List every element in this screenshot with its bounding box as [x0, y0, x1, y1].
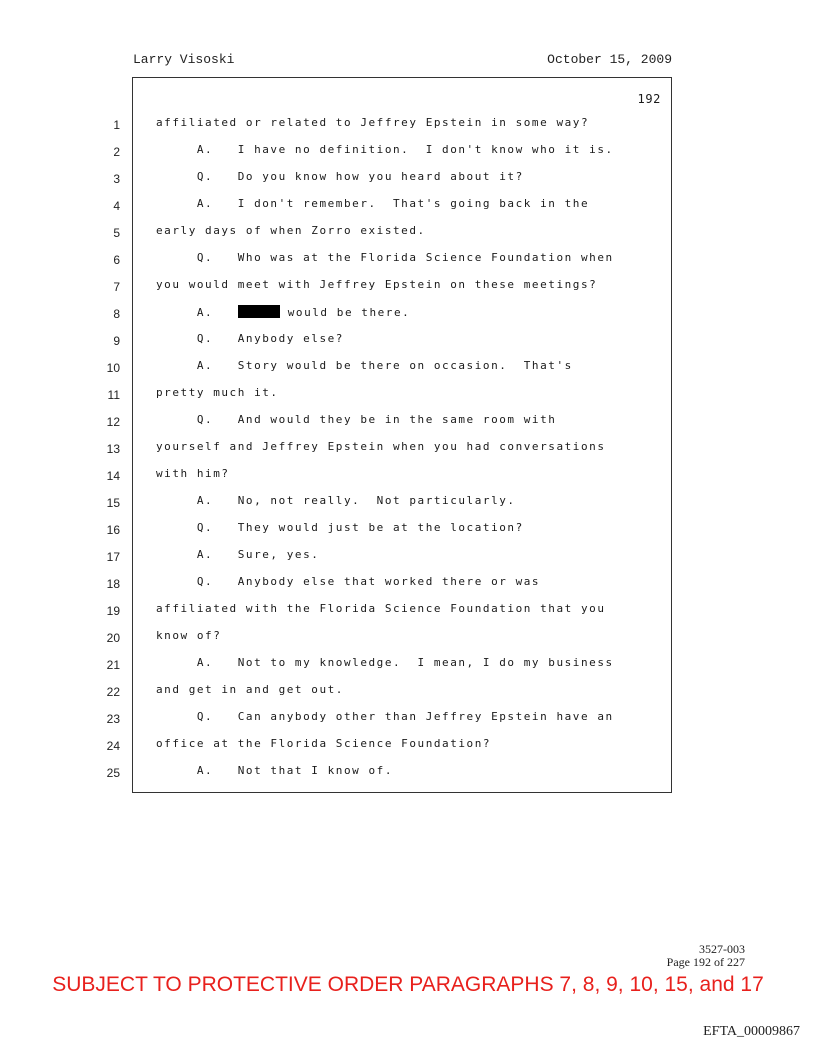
line-number: 2 — [113, 145, 120, 159]
line-prefix: A. — [156, 306, 238, 319]
line-number: 16 — [106, 523, 120, 537]
line-number: 14 — [106, 469, 120, 483]
line-text: Q. Anybody else that worked there or was — [156, 575, 541, 588]
transcript-line — [0, 705, 672, 732]
line-text: office at the Florida Science Foundation? — [156, 737, 492, 750]
line-number: 12 — [106, 415, 120, 429]
line-text: pretty much it. — [156, 386, 279, 399]
line-number: 8 — [113, 307, 120, 321]
transcript-line — [0, 300, 672, 327]
protective-order-notice: SUBJECT TO PROTECTIVE ORDER PARAGRAPHS 7, 8, 9, 10, 15, and 17 — [52, 973, 764, 996]
transcript-line — [0, 435, 672, 462]
transcript-line — [0, 678, 672, 705]
line-text — [156, 305, 410, 319]
deposition-date: October 15, 2009 — [547, 52, 672, 67]
line-text: early days of when Zorro existed. — [156, 224, 426, 237]
line-number: 21 — [106, 658, 120, 672]
transcript-line — [0, 516, 672, 543]
transcript-line — [0, 570, 672, 597]
transcript-line — [0, 192, 672, 219]
line-number: 20 — [106, 631, 120, 645]
line-text: you would meet with Jeffrey Epstein on these meetings? — [156, 278, 598, 291]
line-number: 6 — [113, 253, 120, 267]
line-number: 4 — [113, 199, 120, 213]
transcript-line — [0, 408, 672, 435]
page-of: Page 192 of 227 — [666, 955, 745, 969]
line-number: 19 — [106, 604, 120, 618]
line-text: A. I have no definition. I don't know who it is. — [156, 143, 614, 156]
line-text: and get in and get out. — [156, 683, 344, 696]
line-number: 10 — [106, 361, 120, 375]
transcript-line — [0, 462, 672, 489]
line-number: 15 — [106, 496, 120, 510]
transcript-line — [0, 543, 672, 570]
line-text: A. No, not really. Not particularly. — [156, 494, 516, 507]
transcript-line — [0, 597, 672, 624]
page-stamp — [667, 943, 745, 969]
line-text: with him? — [156, 467, 230, 480]
line-number: 13 — [106, 442, 120, 456]
line-text: A. Sure, yes. — [156, 548, 320, 561]
transcript-line — [0, 111, 672, 138]
transcript-line — [0, 624, 672, 651]
line-number: 3 — [113, 172, 120, 186]
transcript-line — [0, 219, 672, 246]
line-text: Q. Who was at the Florida Science Foundation when — [156, 251, 614, 264]
line-text: A. Story would be there on occasion. That's — [156, 359, 573, 372]
line-text: A. Not to my knowledge. I mean, I do my business — [156, 656, 614, 669]
transcript-line — [0, 651, 672, 678]
line-text: A. I don't remember. That's going back in the — [156, 197, 590, 210]
bates-number: EFTA_00009867 — [703, 1024, 800, 1039]
line-text: Q. Anybody else? — [156, 332, 344, 345]
line-number: 24 — [106, 739, 120, 753]
transcript-page-number: 192 — [637, 92, 661, 106]
case-id: 3527-003 — [699, 942, 745, 956]
redaction-block — [238, 305, 280, 318]
transcript-line — [0, 246, 672, 273]
line-number: 5 — [113, 226, 120, 240]
line-number: 1 — [113, 118, 120, 132]
transcript-lines — [0, 111, 672, 786]
witness-name: Larry Visoski — [133, 52, 235, 67]
line-remainder: would be there. — [287, 306, 411, 319]
line-number: 25 — [106, 766, 120, 780]
line-number: 18 — [106, 577, 120, 591]
transcript-line — [0, 138, 672, 165]
transcript-line — [0, 327, 672, 354]
line-text: affiliated or related to Jeffrey Epstein in some way? — [156, 116, 590, 129]
transcript-line — [0, 354, 672, 381]
line-text: affiliated with the Florida Science Foundation that you — [156, 602, 606, 615]
line-text: Q. And would they be in the same room with — [156, 413, 557, 426]
transcript-line — [0, 381, 672, 408]
line-text: yourself and Jeffrey Epstein when you had conversations — [156, 440, 606, 453]
line-number: 23 — [106, 712, 120, 726]
transcript-line — [0, 165, 672, 192]
line-number: 7 — [113, 280, 120, 294]
transcript-line — [0, 759, 672, 786]
line-number: 11 — [107, 388, 120, 402]
line-text: A. Not that I know of. — [156, 764, 394, 777]
line-number: 22 — [106, 685, 120, 699]
line-text: Q. Do you know how you heard about it? — [156, 170, 524, 183]
line-text: know of? — [156, 629, 222, 642]
line-text: Q. They would just be at the location? — [156, 521, 524, 534]
transcript-line — [0, 489, 672, 516]
transcript-line — [0, 732, 672, 759]
line-number: 17 — [106, 550, 120, 564]
line-number: 9 — [113, 334, 120, 348]
transcript-line — [0, 273, 672, 300]
line-text: Q. Can anybody other than Jeffrey Epstein have an — [156, 710, 614, 723]
